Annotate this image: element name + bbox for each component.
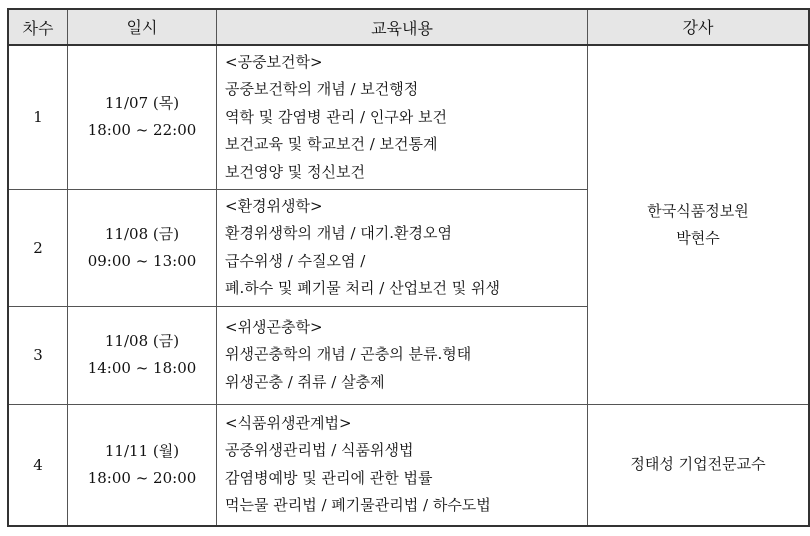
lecturer-cell (588, 45, 810, 404)
content-cell (217, 306, 588, 404)
content-cell (217, 404, 588, 526)
content-line: 환경위생학의 개념 / 대기.환경오염 (225, 224, 452, 242)
lecturer-name: 정태성 기업전문교수 (630, 455, 766, 474)
date-cell (68, 306, 217, 404)
content-cell (217, 189, 588, 306)
session-time: 18:00 ~ 20:00 (87, 468, 197, 487)
content-line: 역학 및 감염병 관리 / 인구와 보건 (225, 107, 448, 126)
lecturer-name: 박현수 (676, 228, 720, 247)
session-date: 11/07 (목) (104, 94, 180, 113)
round-cell: 3 (8, 306, 68, 404)
education-schedule-table (7, 8, 810, 527)
header-date: 일시 (68, 9, 217, 45)
content-line: 감염병예방 및 관리에 관한 법률 (225, 468, 433, 487)
content-line: 공중위생관리법 / 식품위생법 (225, 441, 414, 460)
round-cell: 1 (8, 45, 68, 189)
session-time: 14:00 ~ 18:00 (87, 359, 197, 377)
header-content: 교육내용 (217, 9, 588, 45)
round-cell: 2 (8, 189, 68, 306)
content-cell (217, 45, 588, 189)
session-date: 11/08 (금) (104, 224, 180, 243)
round-cell: 4 (8, 404, 68, 526)
session-time: 18:00 ~ 22:00 (87, 121, 197, 140)
session-time: 09:00 ~ 13:00 (87, 251, 197, 270)
lecturer-organization: 한국식품정보원 (647, 201, 749, 220)
header-round: 차수 (8, 9, 68, 45)
content-line: 먹는물 관리법 / 폐기물관리법 / 하수도법 (225, 496, 491, 515)
content-title: <위생곤충학> (225, 317, 323, 336)
content-title: <환경위생학> (225, 196, 323, 215)
date-cell (68, 404, 217, 526)
content-line: 폐.하수 및 폐기물 처리 / 산업보건 및 위생 (225, 279, 501, 297)
lecturer-cell (588, 404, 810, 526)
session-date: 11/08 (금) (104, 332, 180, 350)
header-row (8, 9, 809, 45)
date-cell (68, 45, 217, 189)
content-title: <식품위생관계법> (225, 413, 352, 432)
content-line: 보건영양 및 정신보건 (225, 162, 365, 181)
header-lecturer: 강사 (588, 9, 810, 45)
content-line: 급수위생 / 수질오염 / (225, 251, 366, 270)
session-date: 11/11 (월) (104, 441, 180, 460)
date-cell (68, 189, 217, 306)
table-row (8, 404, 809, 526)
content-line: 보건교육 및 학교보건 / 보건통계 (225, 135, 438, 153)
content-line: 위생곤충 / 쥐류 / 살충제 (225, 372, 385, 391)
table-row (8, 45, 809, 189)
content-line: 공중보건학의 개념 / 보건행정 (225, 80, 419, 98)
content-title: <공중보건학> (225, 52, 323, 71)
content-line: 위생곤충학의 개념 / 곤충의 분류.형태 (225, 345, 472, 364)
